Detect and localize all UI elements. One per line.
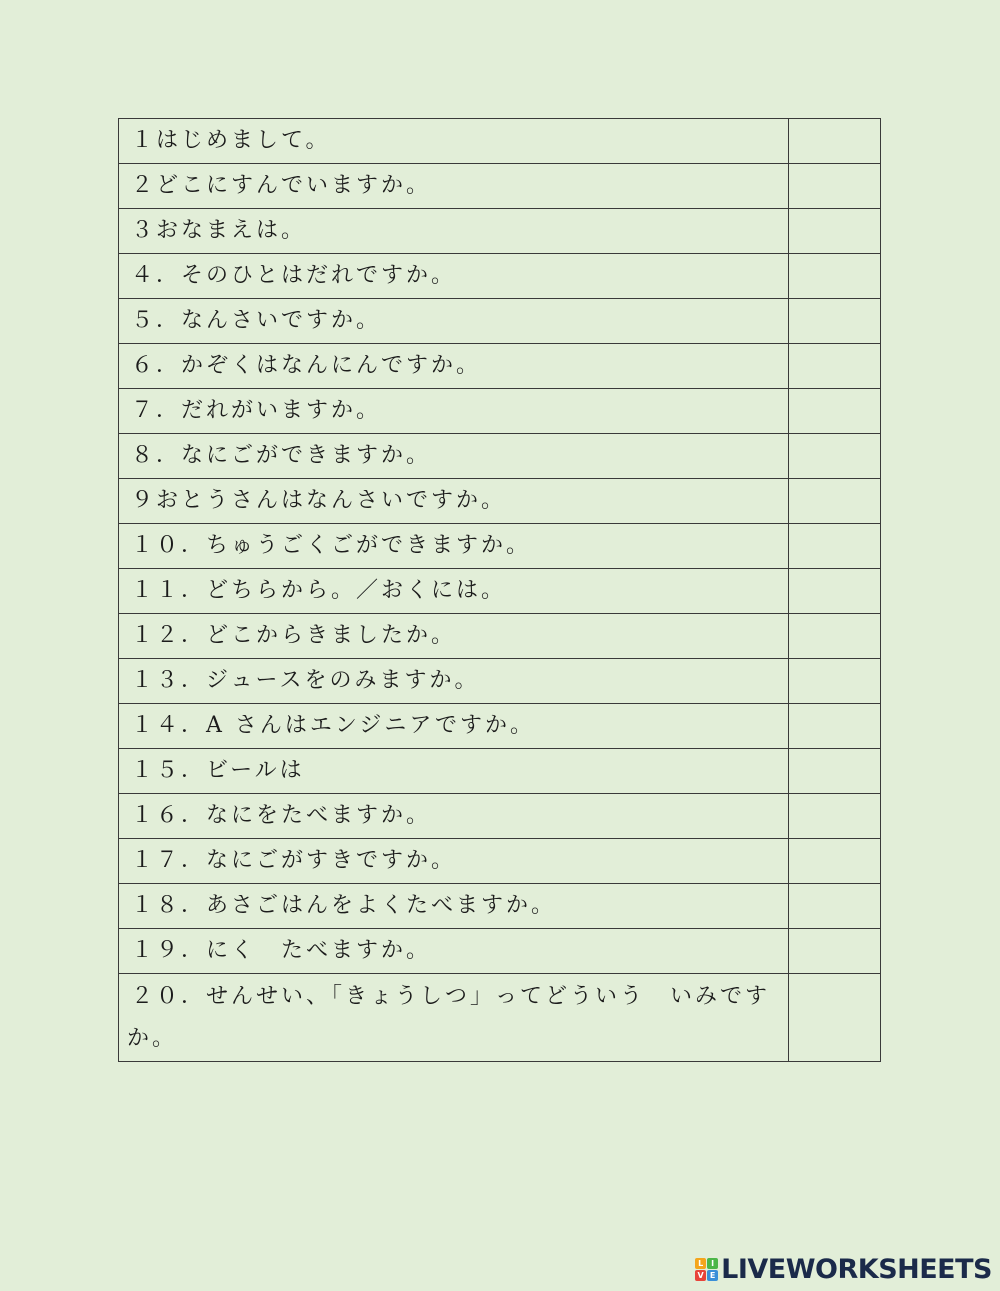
liveworksheets-logo bbox=[695, 1254, 992, 1285]
table-row bbox=[119, 929, 881, 974]
table-row bbox=[119, 254, 881, 299]
answer-cell[interactable] bbox=[789, 794, 881, 839]
answer-input[interactable] bbox=[789, 538, 880, 555]
question-text: １７．なにごがすきですか。 bbox=[131, 848, 457, 873]
question-text: ９おとうさんはなんさいですか。 bbox=[131, 488, 507, 513]
table-row bbox=[119, 704, 881, 749]
answer-input[interactable] bbox=[789, 313, 880, 330]
answer-cell[interactable] bbox=[789, 254, 881, 299]
question-cell bbox=[119, 254, 789, 299]
answer-cell[interactable] bbox=[789, 884, 881, 929]
table-row bbox=[119, 794, 881, 839]
worksheet-table bbox=[118, 118, 881, 1062]
table-row bbox=[119, 974, 881, 1062]
question-text: １３．ジュースをのみますか。 bbox=[131, 668, 480, 693]
table-row bbox=[119, 524, 881, 569]
question-text: ５．なんさいですか。 bbox=[131, 308, 382, 333]
table-row bbox=[119, 344, 881, 389]
question-text: １５．ビールは bbox=[131, 758, 305, 783]
answer-input[interactable] bbox=[789, 763, 880, 780]
answer-input[interactable] bbox=[789, 673, 880, 690]
question-text: ８．なにごができますか。 bbox=[131, 443, 432, 468]
logo-mark-v: V bbox=[695, 1270, 706, 1281]
question-cell bbox=[119, 164, 789, 209]
logo-mark-i: I bbox=[707, 1258, 718, 1269]
table-row bbox=[119, 434, 881, 479]
question-text: １はじめまして。 bbox=[131, 128, 331, 153]
question-cell bbox=[119, 884, 789, 929]
table-row bbox=[119, 209, 881, 254]
answer-input[interactable] bbox=[789, 1009, 880, 1026]
answer-input[interactable] bbox=[789, 853, 880, 870]
answer-input[interactable] bbox=[789, 268, 880, 285]
answer-input[interactable] bbox=[789, 223, 880, 240]
answer-cell[interactable] bbox=[789, 479, 881, 524]
question-text: １４．A さんはエンジニアですか。 bbox=[131, 713, 535, 738]
answer-input[interactable] bbox=[789, 358, 880, 375]
answer-cell[interactable] bbox=[789, 839, 881, 884]
table-row bbox=[119, 749, 881, 794]
question-cell bbox=[119, 119, 789, 164]
answer-cell[interactable] bbox=[789, 389, 881, 434]
question-cell bbox=[119, 479, 789, 524]
answer-input[interactable] bbox=[789, 718, 880, 735]
question-cell bbox=[119, 794, 789, 839]
question-cell bbox=[119, 209, 789, 254]
answer-cell[interactable] bbox=[789, 704, 881, 749]
table-row bbox=[119, 614, 881, 659]
answer-input[interactable] bbox=[789, 493, 880, 510]
question-rows bbox=[119, 119, 881, 1062]
question-text: ３おなまえは。 bbox=[131, 218, 307, 243]
answer-cell[interactable] bbox=[789, 524, 881, 569]
answer-input[interactable] bbox=[789, 133, 880, 150]
answer-input[interactable] bbox=[789, 403, 880, 420]
question-cell bbox=[119, 344, 789, 389]
answer-cell[interactable] bbox=[789, 344, 881, 389]
question-cell bbox=[119, 659, 789, 704]
answer-input[interactable] bbox=[789, 628, 880, 645]
question-cell bbox=[119, 614, 789, 659]
question-cell bbox=[119, 929, 789, 974]
table-row bbox=[119, 884, 881, 929]
question-text: １１．どちらから。／おくには。 bbox=[131, 578, 507, 603]
question-cell bbox=[119, 704, 789, 749]
table-row bbox=[119, 164, 881, 209]
answer-input[interactable] bbox=[789, 178, 880, 195]
answer-cell[interactable] bbox=[789, 749, 881, 794]
question-text: １８．あさごはんをよくたべますか。 bbox=[131, 893, 557, 918]
question-cell bbox=[119, 974, 789, 1062]
answer-cell[interactable] bbox=[789, 929, 881, 974]
table-row bbox=[119, 299, 881, 344]
question-cell bbox=[119, 569, 789, 614]
question-cell bbox=[119, 434, 789, 479]
table-row bbox=[119, 839, 881, 884]
question-text: ７．だれがいますか。 bbox=[131, 398, 382, 423]
question-cell bbox=[119, 839, 789, 884]
answer-cell[interactable] bbox=[789, 119, 881, 164]
question-cell bbox=[119, 524, 789, 569]
answer-cell[interactable] bbox=[789, 299, 881, 344]
question-text: １６．なにをたべますか。 bbox=[131, 803, 432, 828]
answer-cell[interactable] bbox=[789, 434, 881, 479]
answer-input[interactable] bbox=[789, 448, 880, 465]
answer-input[interactable] bbox=[789, 943, 880, 960]
table-row bbox=[119, 659, 881, 704]
logo-mark-e: E bbox=[707, 1270, 718, 1281]
answer-cell[interactable] bbox=[789, 164, 881, 209]
question-cell bbox=[119, 749, 789, 794]
answer-input[interactable] bbox=[789, 583, 880, 600]
question-text: ２０．せんせい、「きょうしつ」ってどういう いみですか。 bbox=[127, 983, 771, 1051]
question-cell bbox=[119, 389, 789, 434]
question-text: ２どこにすんでいますか。 bbox=[131, 173, 432, 198]
answer-cell[interactable] bbox=[789, 659, 881, 704]
logo-mark-l: L bbox=[695, 1258, 706, 1269]
logo-text: LIVEWORKSHEETS bbox=[721, 1254, 992, 1285]
question-text: ４．そのひとはだれですか。 bbox=[131, 263, 457, 288]
answer-cell[interactable] bbox=[789, 974, 881, 1062]
answer-input[interactable] bbox=[789, 808, 880, 825]
answer-cell[interactable] bbox=[789, 614, 881, 659]
answer-input[interactable] bbox=[789, 898, 880, 915]
question-text: １２．どこからきましたか。 bbox=[131, 623, 457, 648]
question-cell bbox=[119, 299, 789, 344]
answer-cell[interactable] bbox=[789, 569, 881, 614]
table-row bbox=[119, 389, 881, 434]
question-text: １０．ちゅうごくごができますか。 bbox=[131, 533, 532, 558]
table-row bbox=[119, 119, 881, 164]
logo-mark-icon bbox=[695, 1258, 718, 1281]
table-row bbox=[119, 479, 881, 524]
table-row bbox=[119, 569, 881, 614]
question-text: ６．かぞくはなんにんですか。 bbox=[131, 353, 482, 378]
question-text: １９．にく たべますか。 bbox=[131, 938, 432, 963]
answer-cell[interactable] bbox=[789, 209, 881, 254]
